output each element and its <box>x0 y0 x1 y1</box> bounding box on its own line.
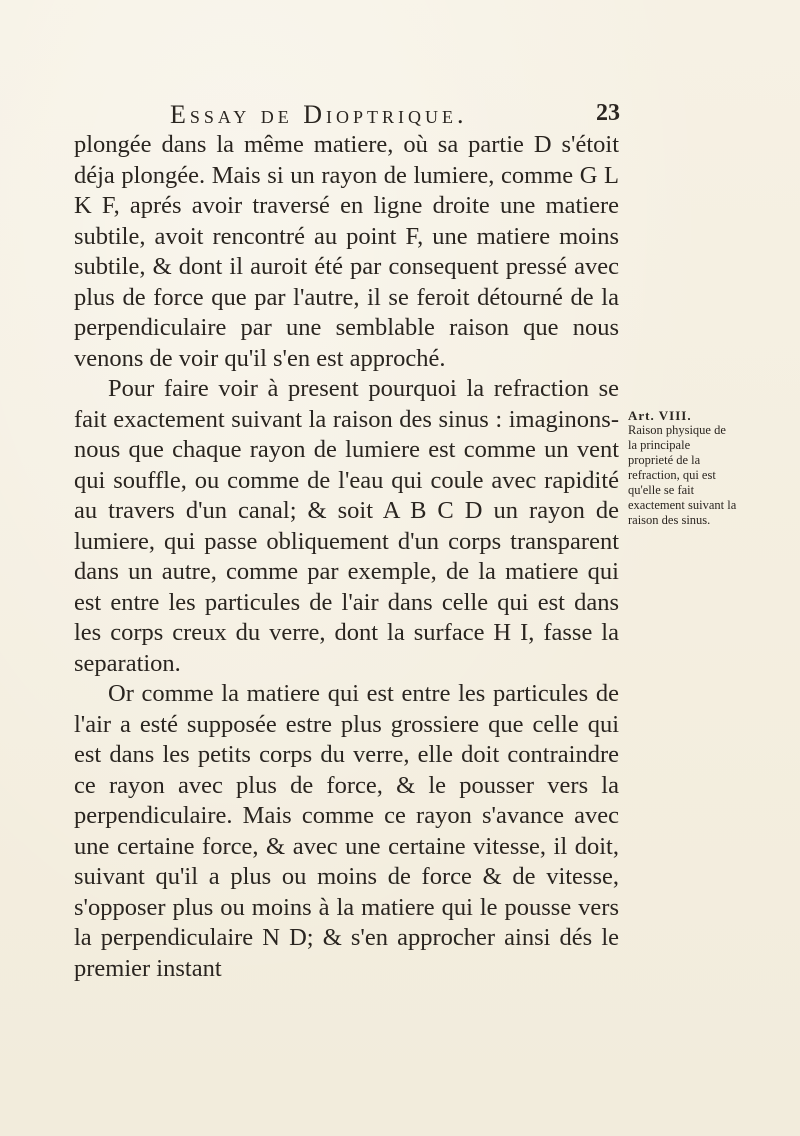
margin-note-article: Art. VIII. <box>628 408 692 423</box>
margin-note-text: Raison physique de la principale proprieté de la refraction, qui est qu'elle se fait exactement suivant la raison des sinus. <box>628 423 737 527</box>
page-number: 23 <box>596 100 620 126</box>
paragraph-refraction-sinus: Pour faire voir à present pourquoi la refraction se fait exactement suivant la raison des sinus : imaginons-nous que chaque rayon de lumiere est comme un vent qui souffle, ou comme de l'eau qui coule avec rapidité au travers d'un canal; & soit A B C D un rayon de lumiere, qui passe obliquement d'un corps transparent dans un autre, comme par exemple, de la matiere qui est entre les particules de l'air dans celle qui est dans les corps creux du verre, dont la surface H I, fasse la separation. <box>74 375 619 677</box>
paragraph-continuation: plongée dans la même matiere, où sa partie D s'étoit déja plongée. Mais si un rayon de lumiere, comme G L K F, aprés avoir traversé en ligne droite une matiere subtile, avoit rencontré au point F, une matiere moins subtile, & dont il auroit été par consequent pressé avec plus de force que par l'autre, il se feroit détourné de la perpendiculaire par une semblable raison que nous venons de voir qu'il s'en est approché. <box>74 131 619 372</box>
main-text <box>74 130 619 984</box>
paragraph-matiere-air: Or comme la matiere qui est entre les particules de l'air a esté supposée estre plus grossiere que celle qui est dans les petits corps du verre, elle doit contraindre ce rayon avec plus de force, & le pousser vers la perpendiculaire. Mais comme ce rayon s'avance avec une certaine force, & avec une certaine vitesse, il doit, suivant qu'il a plus ou moins de force & de vitesse, s'opposer plus ou moins à la matiere qui le pousse vers la perpendiculaire N D; & s'en approcher ainsi dés le premier instant <box>74 680 619 982</box>
running-title: Essay de Dioptrique. <box>170 100 468 129</box>
margin-note <box>628 408 738 528</box>
